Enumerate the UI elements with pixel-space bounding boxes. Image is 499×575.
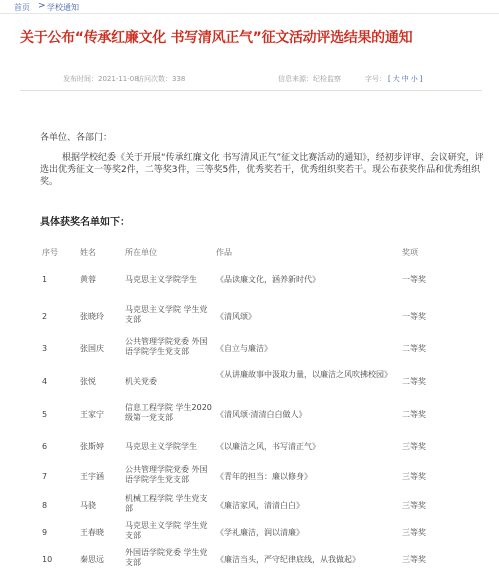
row-no: 10 [42,555,53,564]
row-award: 三等奖 [402,528,426,537]
row-no: 1 [42,275,48,284]
row-unit: 机械工程学院 学生党支部 [125,494,208,513]
list-heading: 具体获奖名单如下： [40,217,130,228]
row-work: 《自立与廉洁》 [216,344,272,353]
row-unit: 马克思主义学院学生 [125,275,197,284]
row-name: 张国庆 [80,344,104,353]
page-title: 关于公布“传承红廉文化 书写清风正气”征文活动评选结果的通知 [20,30,413,46]
row-work: 《学礼廉洁，润以清廉》 [216,528,304,537]
row-no: 4 [42,377,48,386]
intro-paragraph: 根据学校纪委《关于开展“传承红廉文化 书写清风正气”征文比赛活动的通知》，经初步评审、会议研究，评选出优秀征文一等奖2件，二等奖3件，三等奖5件，优秀奖若干，优秀组织奖若干。现公布获奖作品和优秀组织奖。 [40,153,484,187]
row-unit: 公共管理学院党委 外国语学院学生党支部 [125,465,208,484]
row-award: 一等奖 [402,275,426,284]
row-name: 张悦 [80,377,96,386]
row-work: 《品读廉文化，涵养新时代》 [216,275,320,284]
header-unit: 所在单位 [125,248,157,257]
row-award: 二等奖 [402,377,426,386]
breadcrumb-separator: > [38,1,46,11]
row-award: 三等奖 [402,501,426,510]
row-name: 黄蓉 [80,275,96,284]
row-award: 三等奖 [402,442,426,451]
row-work: 《廉洁家风，清清白白》 [216,501,304,510]
header-work: 作品 [216,248,232,257]
info-source: 信息来源：纪检监察 [278,75,341,83]
salutation: 各单位、各部门： [40,133,113,143]
row-no: 6 [42,442,48,451]
row-name: 王宇涵 [80,472,104,481]
font-size-bracket-close: ] [419,75,423,83]
header-no: 序号 [42,248,58,257]
font-size-label: 字号： [365,75,386,83]
font-size-control [365,74,422,84]
row-name: 马骁 [80,501,96,510]
row-name: 张斯婷 [80,442,104,451]
font-size-small[interactable]: 小 [410,75,418,83]
row-award: 三等奖 [402,472,426,481]
breadcrumb-divider [0,13,499,14]
row-no: 8 [42,501,48,510]
row-name: 王春晓 [80,528,104,537]
row-unit: 信息工程学院 学生2020级第一党支部 [125,403,212,422]
row-work: 《清风颂·清清白白做人》 [216,410,307,419]
view-count: 访问次数：338 [137,75,186,83]
row-award: 一等奖 [402,312,426,321]
row-no: 9 [42,528,48,537]
publish-date: 发布时间：2021-11-08 [63,75,139,83]
header-name: 姓名 [80,248,96,257]
header-award: 奖项 [402,248,418,257]
row-award: 三等奖 [402,555,426,564]
row-no: 5 [42,410,48,419]
breadcrumb-current-link[interactable]: 学校通知 [47,3,79,12]
row-name: 秦思远 [80,555,104,564]
breadcrumb [0,0,499,14]
row-no: 3 [42,344,48,353]
row-name: 王家宁 [80,410,104,419]
row-unit: 公共管理学院党委 外国语学院学生党支部 [125,337,208,356]
row-unit: 马克思主义学院学生 [125,442,197,451]
row-no: 2 [42,312,48,321]
font-size-large[interactable]: 大 [392,75,400,83]
meta-divider [20,90,482,91]
row-work: 《清风颂》 [216,312,256,321]
font-size-bracket-open: [ [388,75,391,83]
row-work: 《以廉洁之风，书写清正气》 [216,442,320,451]
row-award: 二等奖 [402,344,426,353]
row-unit: 外国语学院党委 学生党支部 [125,548,208,567]
row-unit: 马克思主义学院 学生党支部 [125,521,208,540]
breadcrumb-home-link[interactable]: 首页 [14,3,30,12]
font-size-medium[interactable]: 中 [401,75,409,83]
row-unit: 机关党委 [125,377,157,386]
row-work: 《廉洁当头，严守纪律底线，从我做起》 [216,555,360,564]
row-unit: 马克思主义学院 学生党支部 [125,305,208,324]
row-name: 张晓玲 [80,312,104,321]
row-no: 7 [42,472,48,481]
row-work: 《从讲廉故事中汲取力量，以廉洁之风吹拂校园》 [216,370,392,379]
row-work: 《青年的担当：廉以修身》 [216,472,312,481]
row-award: 二等奖 [402,410,426,419]
